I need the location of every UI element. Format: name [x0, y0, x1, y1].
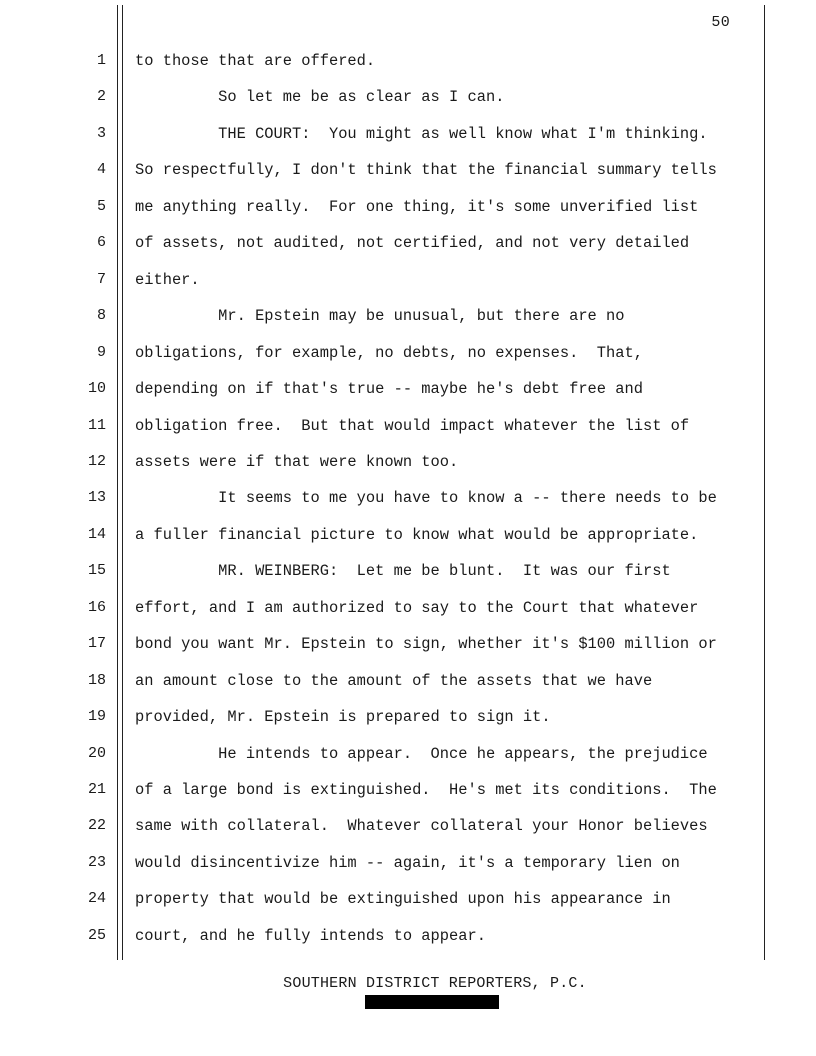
- transcript-line: [0, 890, 816, 914]
- line-text: So respectfully, I don't think that the financial summary tells: [135, 161, 717, 180]
- line-number: 1: [96, 52, 106, 69]
- line-number: 5: [96, 197, 106, 215]
- line-text: depending on if that's true -- maybe he's debt free and: [135, 380, 643, 399]
- line-text: court, and he fully intends to appear.: [135, 926, 486, 945]
- line-text: same with collateral. Whatever collateral your Honor believes: [135, 817, 708, 836]
- line-number: 2: [96, 88, 106, 106]
- line-number: 16: [87, 598, 106, 616]
- line-number: 4: [96, 161, 106, 179]
- transcript-line: [0, 234, 816, 258]
- line-text: to those that are offered.: [135, 52, 376, 70]
- line-number: 17: [87, 635, 106, 653]
- line-text: Mr. Epstein may be unusual, but there are no: [135, 307, 625, 326]
- line-number: 15: [87, 562, 106, 580]
- transcript-line: [0, 781, 816, 805]
- line-text: It seems to me you have to know a -- there needs to be: [135, 489, 717, 508]
- transcript-line: [0, 453, 816, 477]
- line-text: either.: [135, 270, 200, 289]
- transcript-line: [0, 854, 816, 878]
- page-number: 50: [711, 14, 730, 31]
- transcript-line: [0, 745, 816, 769]
- transcript-line: [0, 599, 816, 623]
- line-number: 20: [87, 744, 106, 762]
- transcript-line: [0, 125, 816, 149]
- reporter-footer: SOUTHERN DISTRICT REPORTERS, P.C.: [283, 975, 587, 992]
- line-number: 18: [87, 671, 106, 689]
- line-number: 8: [96, 307, 106, 325]
- line-text: an amount close to the amount of the assets that we have: [135, 671, 653, 690]
- transcript-line: [0, 271, 816, 295]
- line-text: bond you want Mr. Epstein to sign, whether it's $100 million or: [135, 635, 717, 654]
- line-text: me anything really. For one thing, it's some unverified list: [135, 197, 699, 216]
- line-text: would disincentivize him -- again, it's a temporary lien on: [135, 853, 680, 872]
- redaction-bar: [365, 995, 499, 1009]
- transcript-line: [0, 380, 816, 404]
- transcript-line: [0, 708, 816, 732]
- line-number: 3: [96, 124, 106, 142]
- transcript-line: [0, 817, 816, 841]
- line-number: 10: [87, 380, 106, 398]
- transcript-line: [0, 489, 816, 513]
- transcript-line: [0, 52, 816, 76]
- line-text: obligations, for example, no debts, no expenses. That,: [135, 343, 643, 362]
- line-number: 13: [87, 489, 106, 507]
- line-number: 9: [96, 343, 106, 361]
- line-number: 11: [87, 416, 106, 434]
- transcript-line: [0, 635, 816, 659]
- line-text: of assets, not audited, not certified, and not very detailed: [135, 234, 690, 253]
- line-text: So let me be as clear as I can.: [135, 88, 505, 107]
- line-number: 23: [87, 853, 106, 871]
- transcript-line: [0, 562, 816, 586]
- line-text: provided, Mr. Epstein is prepared to sign it.: [135, 708, 551, 727]
- line-text: obligation free. But that would impact whatever the list of: [135, 416, 690, 435]
- line-text: He intends to appear. Once he appears, the prejudice: [135, 744, 708, 763]
- line-text: property that would be extinguished upon his appearance in: [135, 890, 671, 909]
- line-number: 19: [87, 708, 106, 726]
- line-number: 21: [87, 781, 106, 798]
- line-text: MR. WEINBERG: Let me be blunt. It was our first: [135, 562, 671, 581]
- transcript-line: [0, 672, 816, 696]
- line-number: 24: [87, 890, 106, 908]
- transcript-line: [0, 198, 816, 222]
- transcript-line: [0, 88, 816, 112]
- line-text: of a large bond is extinguished. He's met its conditions. The: [135, 781, 717, 799]
- line-text: effort, and I am authorized to say to the Court that whatever: [135, 598, 699, 617]
- line-number: 6: [96, 234, 106, 252]
- line-number: 12: [87, 452, 106, 470]
- transcript-line: [0, 417, 816, 441]
- line-number: 22: [87, 817, 106, 835]
- transcript-line: [0, 927, 816, 951]
- line-text: THE COURT: You might as well know what I'm thinking.: [135, 124, 708, 143]
- transcript-line: [0, 307, 816, 331]
- transcript-line: [0, 526, 816, 550]
- line-text: assets were if that were known too.: [135, 452, 459, 471]
- line-number: 25: [87, 926, 106, 944]
- line-number: 14: [87, 525, 106, 543]
- line-text: a fuller financial picture to know what would be appropriate.: [135, 525, 699, 544]
- line-number: 7: [96, 270, 106, 288]
- transcript-line: [0, 161, 816, 185]
- transcript-line: [0, 344, 816, 368]
